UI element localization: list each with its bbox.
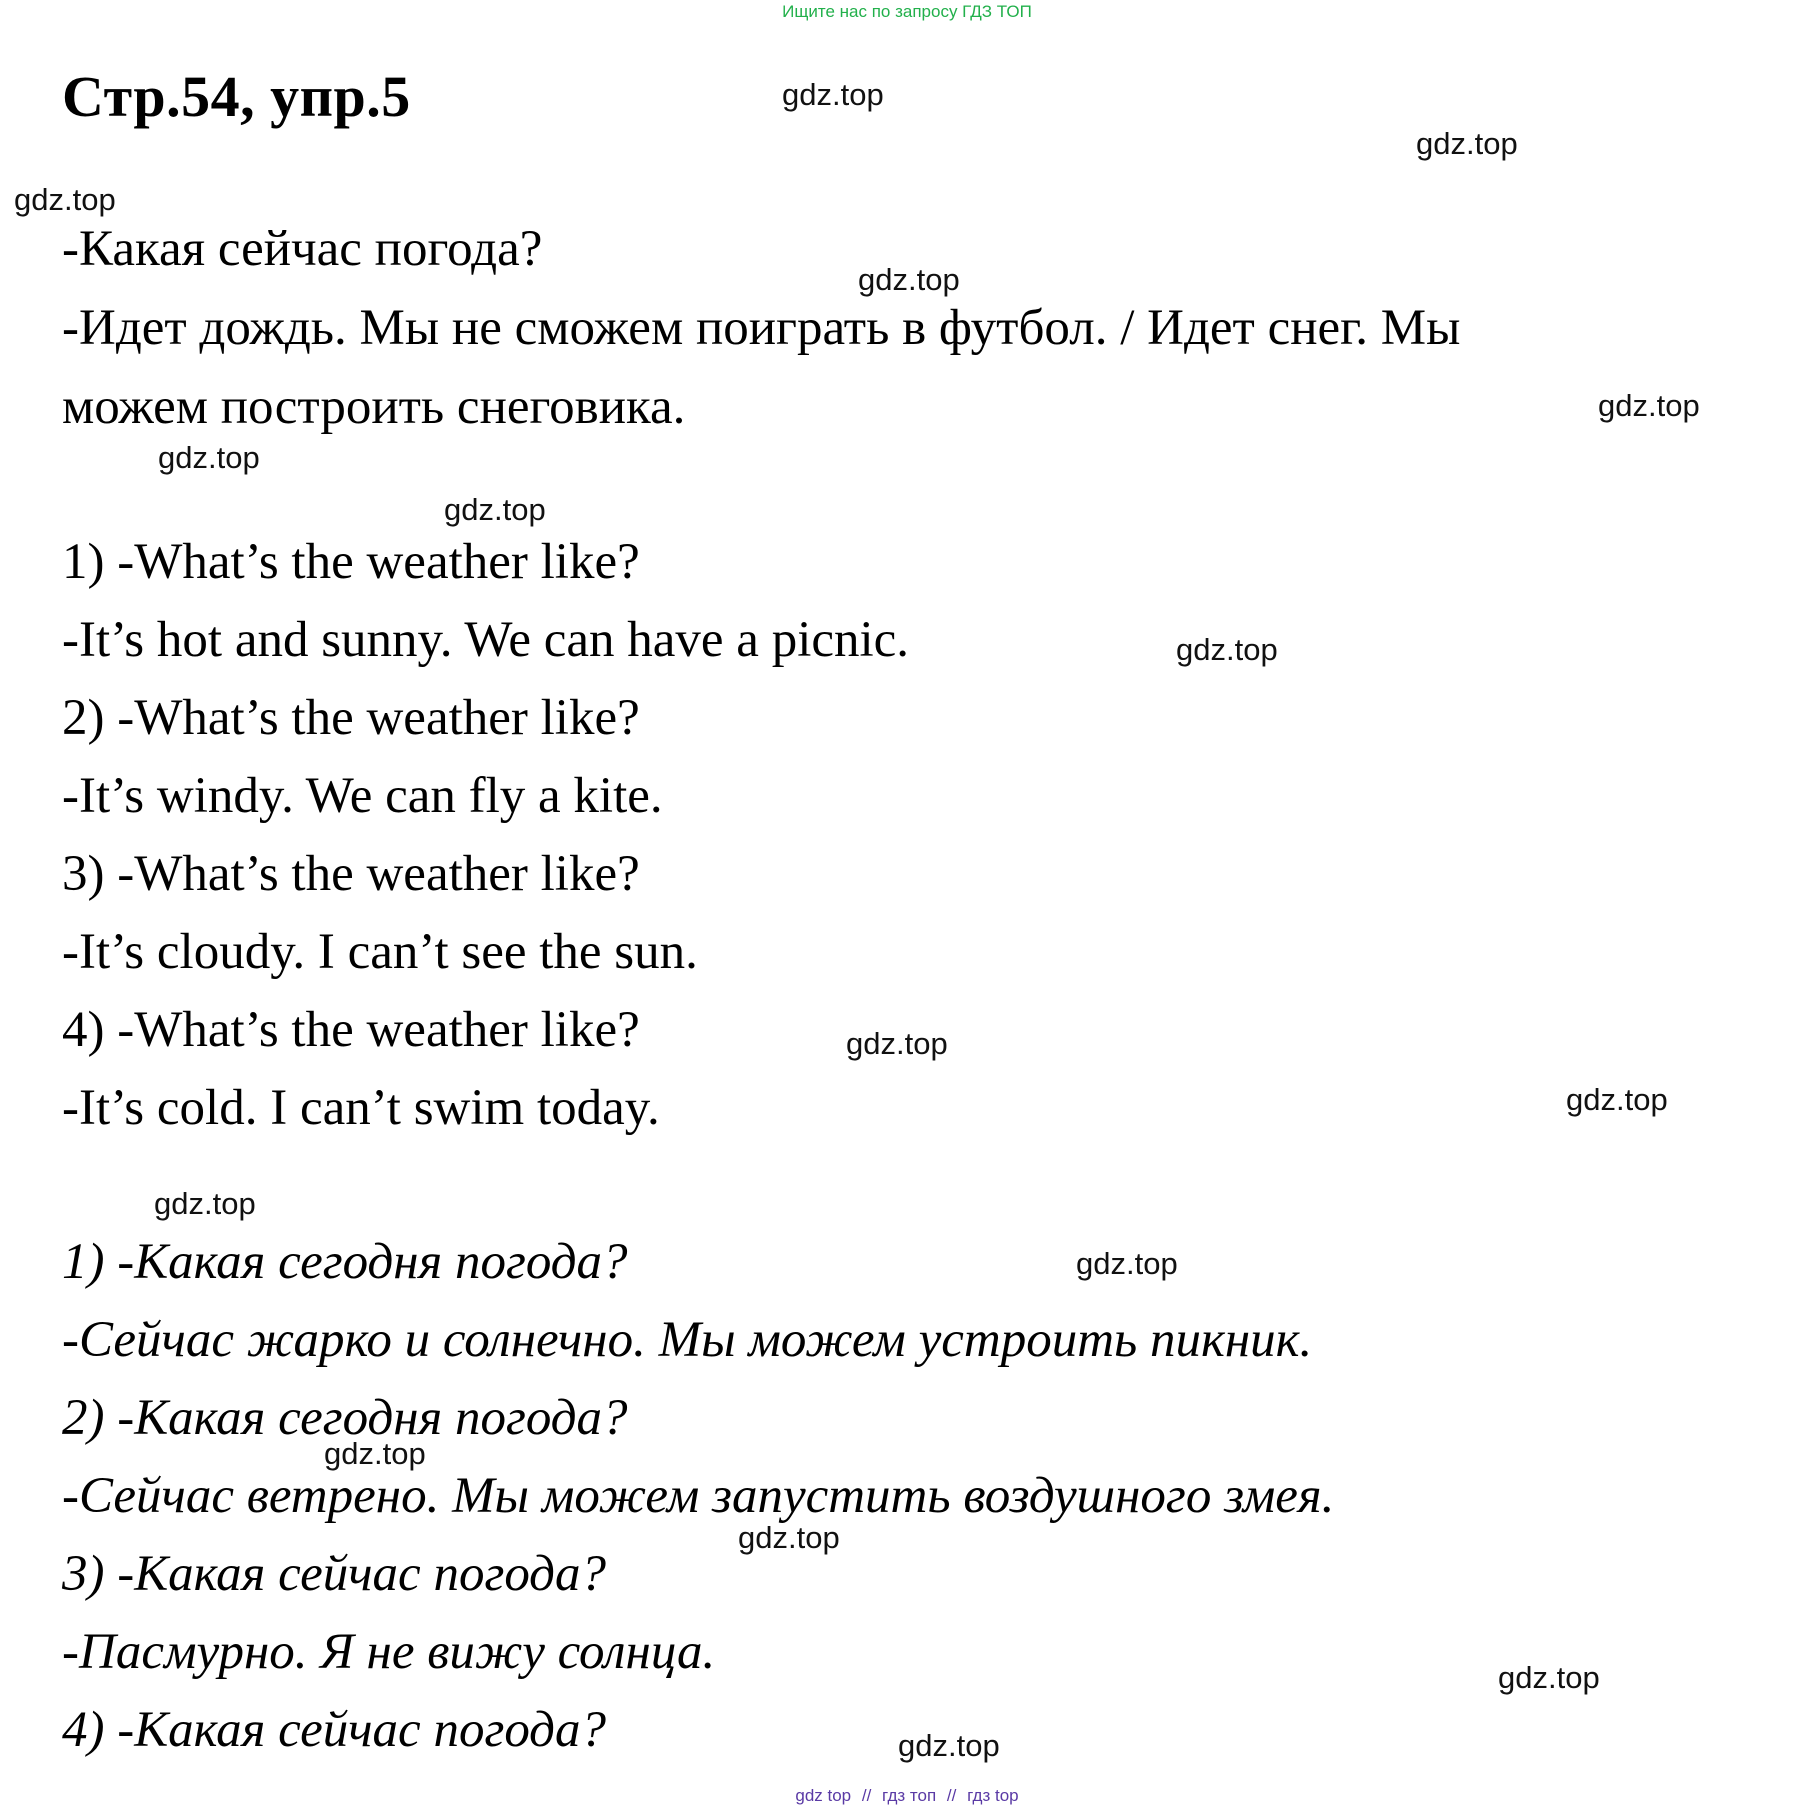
text-line: 4) -What’s the weather like? [62,1002,640,1058]
footer-link: гдз top [967,1786,1019,1805]
top-banner: Ищите нас по запросу ГДЗ ТОП [782,2,1032,21]
watermark: gdz.top [846,1026,948,1061]
watermark: gdz.top [1498,1660,1600,1695]
text-line: 3) -Какая сейчас погода? [62,1546,606,1602]
watermark: gdz.top [858,262,960,297]
text-line: -It’s cold. I can’t swim today. [62,1080,660,1136]
watermark: gdz.top [14,182,116,217]
text-line: 4) -Какая сейчас погода? [62,1702,606,1758]
text-line: 1) -What’s the weather like? [62,534,640,590]
text-line: можем построить снеговика. [62,379,686,435]
text-line: -Сейчас ветрено. Мы можем запустить воздушного змея. [62,1468,1335,1524]
watermark: gdz.top [158,440,260,475]
footer-link: гдз топ [882,1786,937,1805]
text-line: -Какая сейчас погода? [62,221,543,277]
watermark: gdz.top [1416,126,1518,161]
text-line: -Пасмурно. Я не вижу солнца. [62,1624,716,1680]
footer-link: gdz top [795,1786,852,1805]
text-line: 2) -What’s the weather like? [62,690,640,746]
text-line: -It’s windy. We can fly a kite. [62,768,663,824]
watermark: gdz.top [1566,1082,1668,1117]
footer-separator: // [861,1786,872,1805]
watermark: gdz.top [1598,388,1700,423]
text-line: -Сейчас жарко и солнечно. Мы можем устроить пикник. [62,1312,1313,1368]
text-line: 1) -Какая сегодня погода? [62,1234,628,1290]
watermark: gdz.top [1176,632,1278,667]
text-line: -Идет дождь. Мы не сможем поиграть в футбол. / Идет снег. Мы [62,300,1461,356]
footer [0,1786,1814,1806]
watermark: gdz.top [444,492,546,527]
watermark: gdz.top [738,1520,840,1555]
watermark: gdz.top [154,1186,256,1221]
footer-separator: // [946,1786,957,1805]
page-title: Стр.54, упр.5 [62,64,411,129]
text-line: -It’s hot and sunny. We can have a picnic. [62,612,910,668]
text-line: 3) -What’s the weather like? [62,846,640,902]
text-line: 2) -Какая сегодня погода? [62,1390,628,1446]
watermark: gdz.top [898,1728,1000,1763]
watermark: gdz.top [782,77,884,112]
russian-dialogue [62,210,1762,447]
watermark: gdz.top [324,1436,426,1471]
text-line: -It’s cloudy. I can’t see the sun. [62,924,698,980]
watermark: gdz.top [1076,1246,1178,1281]
